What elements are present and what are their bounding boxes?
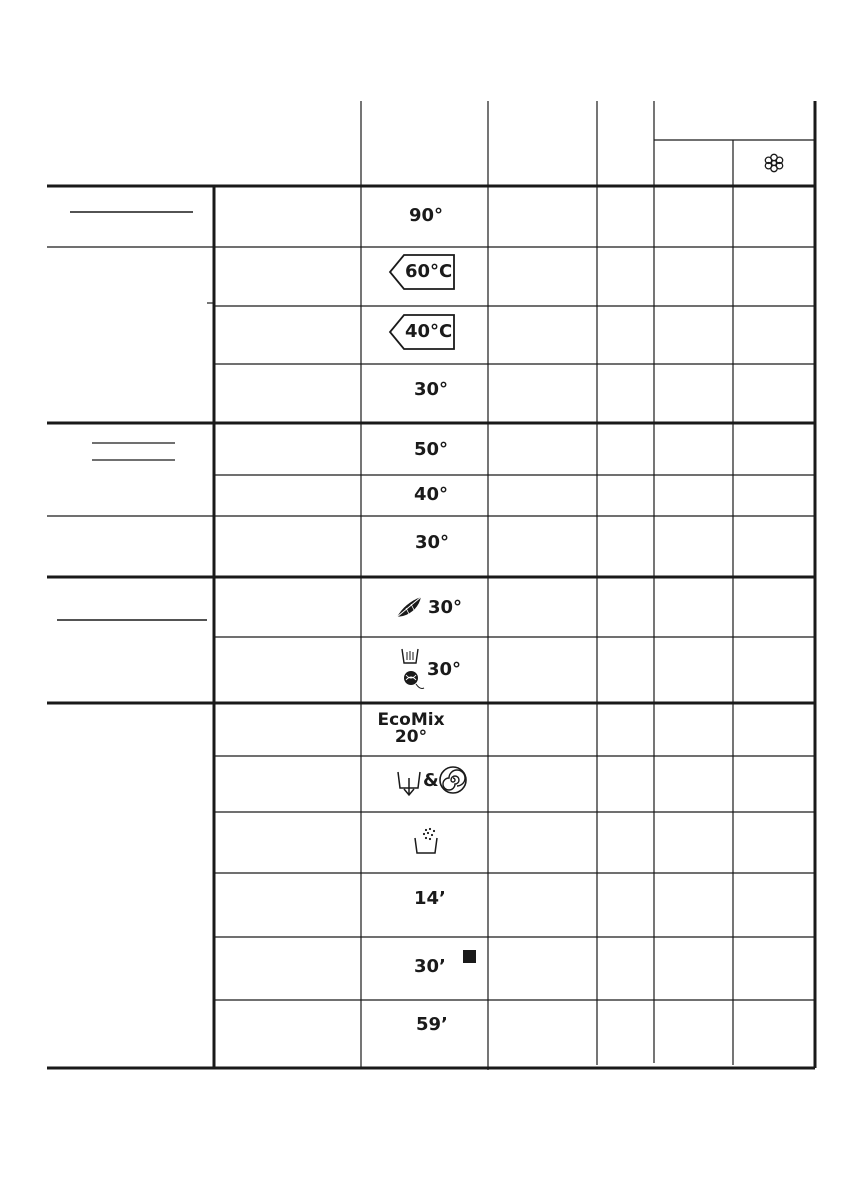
square-marker [463,950,476,963]
programme-symbol-40: 40° [414,484,449,505]
programme-symbol-30: 30° [427,659,462,680]
feather-icon [394,594,424,620]
programme-symbol-90: 90° [409,205,444,226]
ecomix-temperature: 20° [394,727,428,747]
spin-spiral-icon [438,765,468,795]
and-symbol: & [423,770,439,791]
drain-icon [396,768,422,798]
programme-duration-30: 30’ [414,956,446,977]
programme-symbol-40c: 40°C [405,321,453,342]
programme-symbol-60c: 60°C [405,261,453,282]
programme-symbol-30: 30° [415,532,450,553]
flower-icon [764,153,784,173]
rinse-icon [412,826,440,856]
programme-symbol-50: 50° [414,439,449,460]
programme-duration-59: 59’ [416,1014,448,1035]
ecomix-symbol [363,712,459,746]
handwash-wool-icon [398,646,426,694]
programme-duration-14: 14’ [414,888,446,909]
ecomix-label: EcoMix [377,710,445,730]
programme-symbol-30: 30° [414,379,449,400]
programme-symbol-30: 30° [428,597,463,618]
